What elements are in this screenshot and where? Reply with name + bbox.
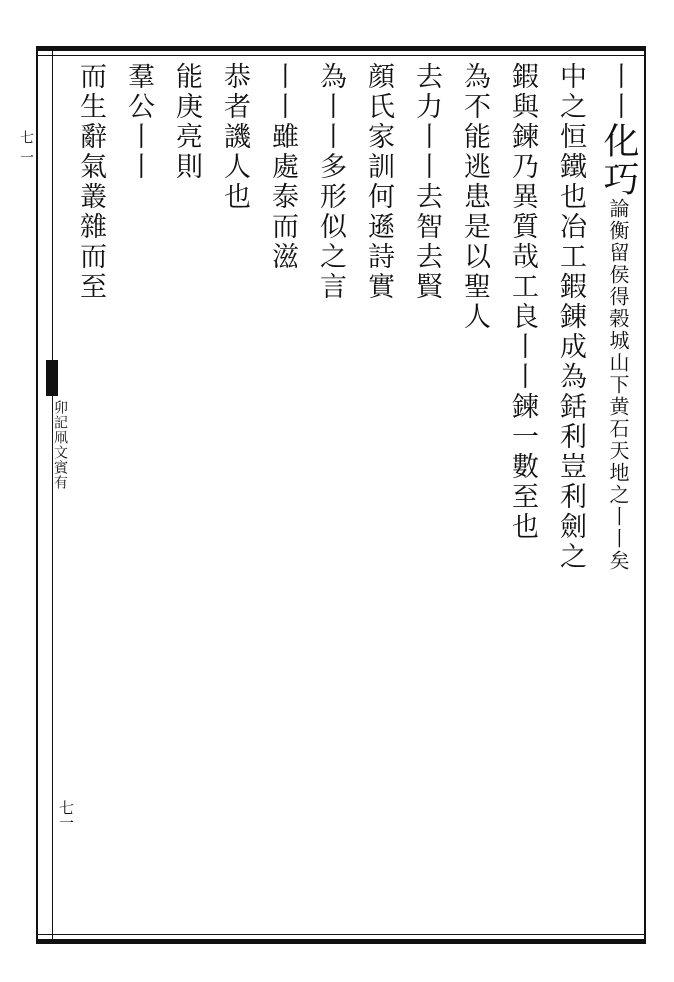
column-text: 羣公丨丨 — [123, 62, 154, 182]
text-column-2 — [548, 62, 592, 930]
frame-margin-line — [52, 51, 53, 939]
heading-note: 論衡留侯得榖城山下黄石天地之丨丨矣 — [606, 198, 630, 572]
column-text: 為不能逃患是以聖人 — [459, 62, 490, 332]
column-text: 去力丨丨去智去賢 — [411, 62, 442, 302]
column-text: 鍜與鍊乃異質哉工良丨丨鍊一數至也 — [507, 62, 538, 542]
column-text: 中之恒鐵也冶工鍜錬成為銛利豈利劍之 — [555, 62, 586, 572]
gutter-black-block — [46, 360, 58, 396]
heading-char: 化巧 — [598, 122, 639, 198]
column-text: 而生辭氣叢雜而至 — [75, 62, 106, 302]
frame-bottom-border — [36, 939, 646, 944]
text-column-11 — [116, 62, 160, 930]
text-column-12 — [68, 62, 112, 930]
text-column-5 — [404, 62, 448, 930]
frame-top-border — [36, 46, 646, 51]
frame-bottom-inner-line — [36, 934, 646, 935]
text-column-1 — [596, 62, 640, 930]
page-number: 七一 — [57, 800, 75, 830]
frame-right-border — [644, 46, 646, 944]
column-text: 丨丨雖處泰而滋 — [267, 62, 298, 272]
column-text: 顔氏家訓何遜詩實 — [363, 62, 394, 302]
gutter-mark: 七一 — [18, 130, 34, 170]
gutter-title: 卯記凧文賓有 — [52, 400, 68, 490]
column-text: 恭者譏人也 — [219, 62, 250, 212]
text-column-9 — [212, 62, 256, 930]
text-column-10 — [164, 62, 208, 930]
text-column-4 — [452, 62, 496, 930]
column-text: 能庚亮則 — [171, 62, 202, 182]
text-column-7 — [308, 62, 352, 930]
column-fill: 丨丨 — [603, 62, 634, 122]
frame-top-inner-line — [36, 55, 646, 56]
text-column-6 — [356, 62, 400, 930]
text-column-8 — [260, 62, 304, 930]
column-text: 為丨丨多形似之言 — [315, 62, 346, 302]
page-gutter — [12, 60, 75, 940]
text-column-3 — [500, 62, 544, 930]
